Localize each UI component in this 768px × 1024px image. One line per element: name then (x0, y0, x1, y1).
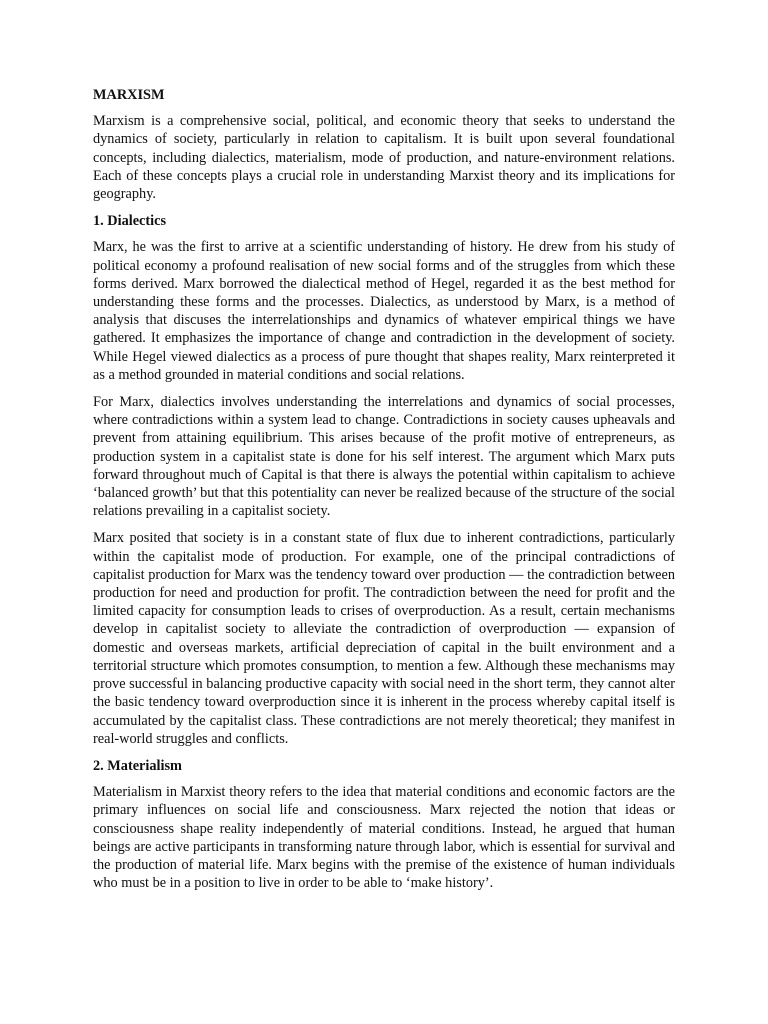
intro-paragraph: Marxism is a comprehensive social, political, and economic theory that seeks to understand the dynamics of society, particularly in relation to capitalism. It is built upon several foundational concepts, including dialectics, materialism, mode of production, and nature-environment relations. Each of these concepts plays a crucial role in understanding Marxist theory and its implications for geography. (93, 113, 675, 203)
document-page (93, 86, 675, 901)
dialectics-paragraph-1: Marx, he was the first to arrive at a scientific understanding of history. He drew from his study of political economy a profound realisation of new social forms and of the struggles from which these forms derived. Marx borrowed the dialectical method of Hegel, regarded it as the best method for understanding these forms and the processes. Dialectics, as understood by Marx, is a method of analysis that discuses the interrelationships and dynamics of whatever empirical things we have gathered. It emphasizes the importance of change and contradiction in the development of society. While Hegel viewed dialectics as a process of pure thought that shapes reality, Marx reinterpreted it as a method grounded in material conditions and social relations. (93, 239, 675, 383)
dialectics-paragraph-2: For Marx, dialectics involves understanding the interrelations and dynamics of social processes, where contradictions within a system lead to change. Contradictions in society causes upheavals and prevent from attaining equilibrium. This arises because of the profit motive of entrepreneurs, as production system in a capitalist state is done for his self interest. The argument which Marx puts forward throughout much of Capital is that there is always the potential within capitalism to achieve ‘balanced growth’ but that this potentiality can never be realized because of the structure of the social relations prevailing in a capitalist society. (93, 394, 675, 520)
dialectics-paragraph-3: Marx posited that society is in a constant state of flux due to inherent contradictions, particularly within the capitalist mode of production. For example, one of the principal contradictions of capitalist production for Marx was the tendency toward over production — the contradiction between production for need and production for profit. The contradiction between the need for profit and the limited capacity for consumption leads to crises of overproduction. As a result, certain mechanisms develop in capitalist society to alleviate the contradiction of overproduction — expansion of domestic and overseas markets, artificial depreciation of capital in the built environment and a territorial structure which promotes consumption, to mention a few. Although these mechanisms may prove successful in balancing productive capacity with social need in the short term, they cannot alter the basic tendency toward overproduction since it is inherent in the process whereby capital itself is accumulated by the capitalist class. These contradictions are not merely theoretical; they manifest in real-world struggles and conflicts. (93, 530, 675, 747)
materialism-paragraph-1: Materialism in Marxist theory refers to the idea that material conditions and economic factors are the primary influences on social life and consciousness. Marx rejected the notion that ideas or consciousness shape reality independently of material conditions. Instead, he argued that human beings are active participants in transforming nature through labor, which is essential for survival and the production of material life. Marx begins with the premise of the existence of human individuals who must be in a position to live in order to be able to ‘make history’. (93, 784, 675, 892)
section-heading-materialism: 2. Materialism (93, 757, 182, 774)
section-heading-dialectics: 1. Dialectics (93, 213, 167, 230)
document-title: MARXISM (93, 87, 165, 103)
